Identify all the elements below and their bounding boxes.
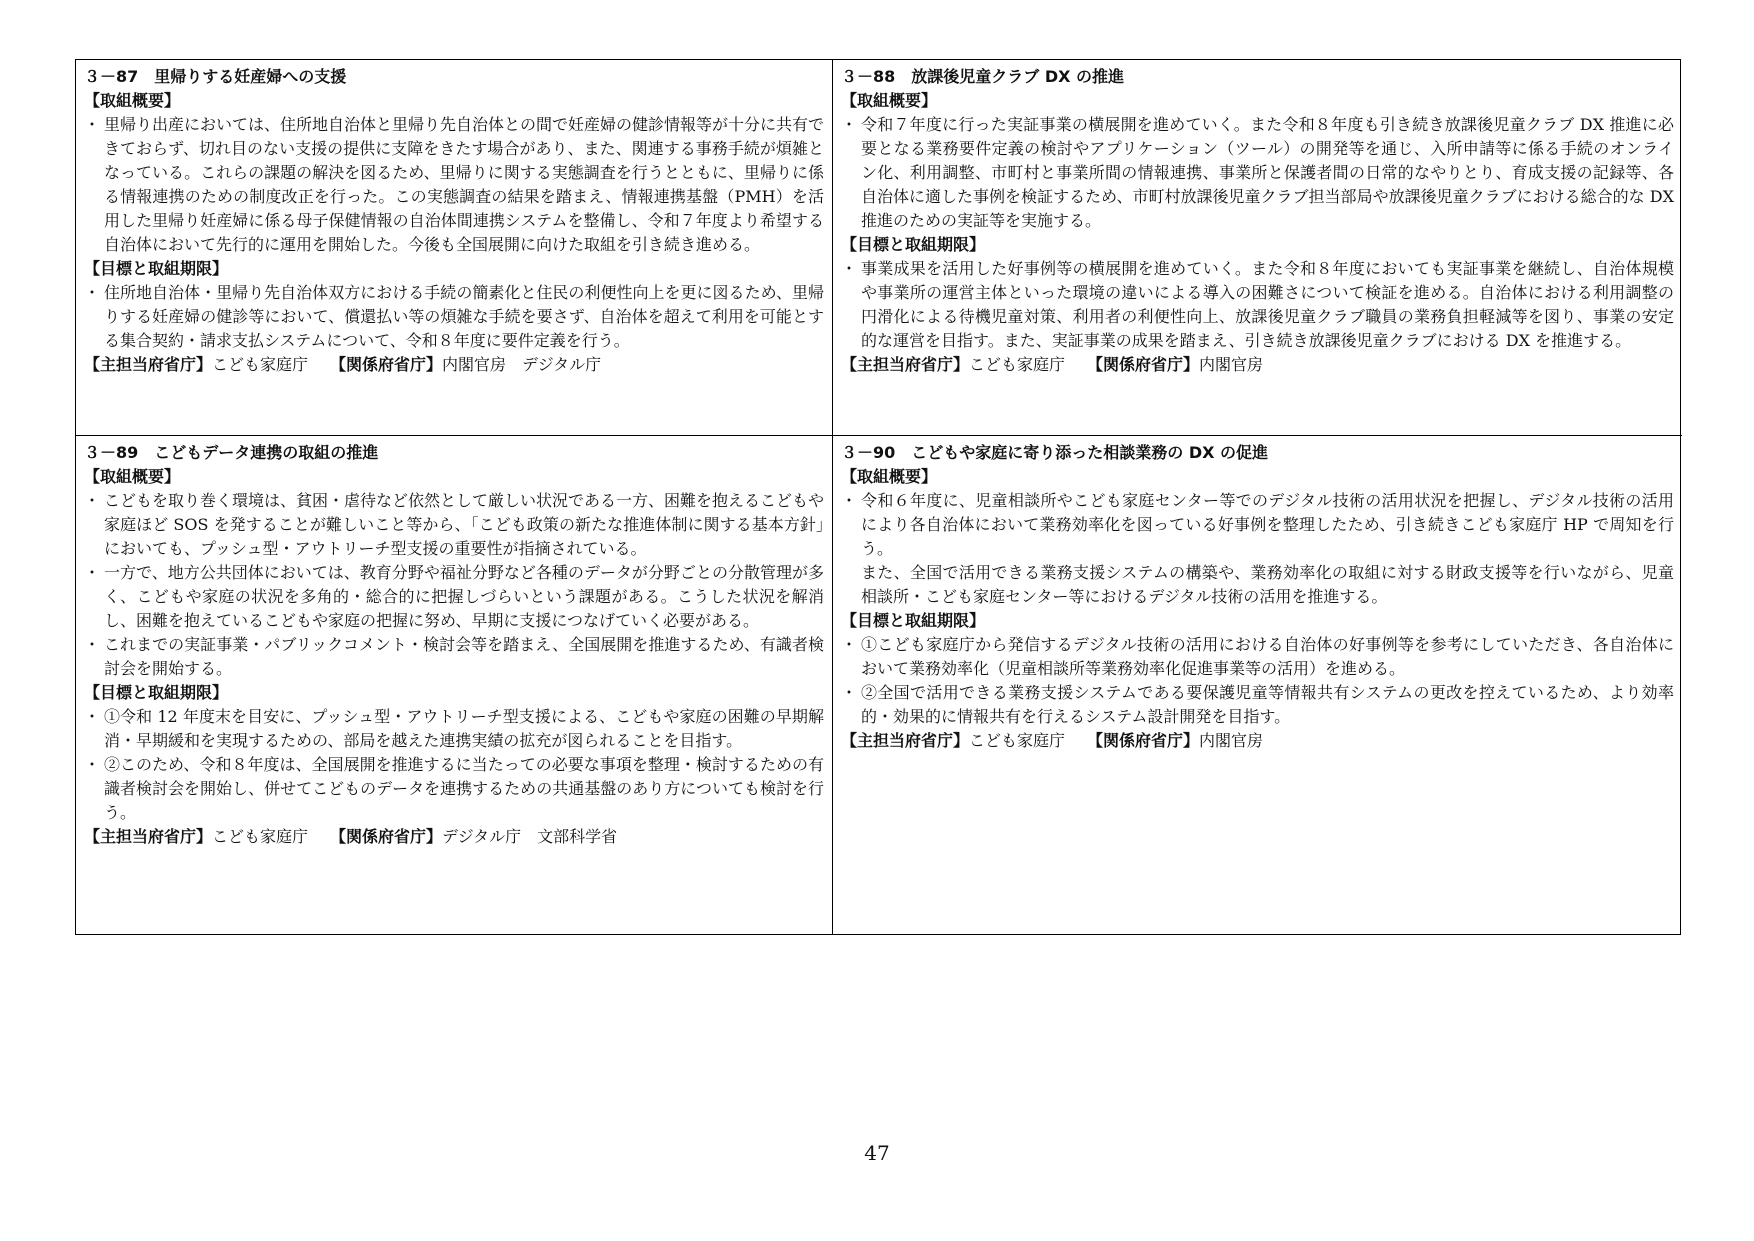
overview-heading: 【取組概要】 [841,467,938,486]
bullet-marker: ・ [841,259,858,278]
policy-table [75,59,1681,935]
ministry-line [84,353,824,377]
bullet-marker: ・ [841,115,858,134]
ministry-line [841,729,1674,753]
bullet-marker: ・ [841,683,858,702]
overview-heading: 【取組概要】 [841,91,938,110]
lead-ministry-label: 【主担当府省庁】 [841,355,970,374]
policy-item-3-89 [76,436,833,934]
related-ministries: 内閣官房 デジタル庁 [442,355,602,374]
lead-ministry: こども家庭庁 [969,731,1066,750]
bullet-marker: ・ [84,755,101,774]
lead-ministry-label: 【主担当府省庁】 [84,355,213,374]
related-ministries: 内閣官房 [1199,731,1264,750]
goals-bullet: ・ ②このため、令和８年度は、全国展開を推進するに当たっての必要な事項を整理・検討するための有識者検討会を開始し、併せてこどものデータを連携するための共通基盤のあり方についても検討を行う。 [84,755,824,822]
overview-bullet: ・ 一方で、地方公共団体においては、教育分野や福祉分野など各種のデータが分野ごとの分散管理が多く、こどもや家庭の状況を多角的・総合的に把握しづらいという課題がある。こうした状況を解消し、困難を抱えているこどもや家庭の把握に努め、早期に支援につなげていく必要がある。 [84,563,824,630]
bullet-marker: ・ [841,635,858,654]
lead-ministry-label: 【主担当府省庁】 [84,827,213,846]
goals-bullet: ・ 住所地自治体・里帰り先自治体双方における手続の簡素化と住民の利便性向上を更に図るため、里帰りする妊産婦の健診等において、償還払い等の煩雑な手続を要さず、自治体を超えて利用を可能とする集合契約・請求支払システムについて、令和８年度に要件定義を行う。 [84,283,824,350]
ministry-line [841,353,1674,377]
goals-bullet: ・ ①令和 12 年度末を目安に、プッシュ型・アウトリーチ型支援による、こどもや家庭の困難の早期解消・早期緩和を実現するための、部局を越えた連携実績の拡充が図られることを目指す。 [84,707,824,750]
item-title: ３－88 放課後児童クラブ DX の推進 [841,67,1125,86]
goals-heading: 【目標と取組期限】 [84,259,229,278]
related-ministry-label: 【関係府省庁】 [1087,355,1200,374]
item-title: ３－90 こどもや家庭に寄り添った相談業務の DX の促進 [841,443,1269,462]
lead-ministry-label: 【主担当府省庁】 [841,731,970,750]
policy-item-3-90 [833,436,1682,934]
related-ministries: デジタル庁 文部科学省 [442,827,618,846]
item-title: ３－89 こどもデータ連携の取組の推進 [84,443,379,462]
goals-bullet: ・ ②全国で活用できる業務支援システムである要保護児童等情報共有システムの更改を控えているため、より効率的・効果的に情報共有を行えるシステム設計開発を目指す。 [841,683,1674,726]
bullet-marker: ・ [84,283,101,302]
overview-bullet: ・ こどもを取り巻く環境は、貧困・虐待など依然として厳しい状況である一方、困難を抱えるこどもや家庭ほど SOS を発することが難しいこと等から、「こども政策の新たな推進体制に関する基本方針」においても、プッシュ型・アウトリーチ型支援の重要性が指摘されている。 [84,491,825,558]
bullet-marker: ・ [84,635,101,654]
goals-heading: 【目標と取組期限】 [84,683,229,702]
ministry-line [84,825,824,849]
bullet-marker: ・ [84,707,101,726]
goals-heading: 【目標と取組期限】 [841,235,986,254]
lead-ministry: こども家庭庁 [212,355,309,374]
overview-continuation: また、全国で活用できる業務支援システムの構築や、業務効率化の取組に対する財政支援等を行いながら、児童相談所・こども家庭センター等におけるデジタル技術の活用を推進する。 [861,563,1674,606]
lead-ministry: こども家庭庁 [969,355,1066,374]
related-ministries: 内閣官房 [1199,355,1264,374]
overview-heading: 【取組概要】 [84,91,181,110]
bullet-marker: ・ [84,491,101,510]
lead-ministry: こども家庭庁 [212,827,309,846]
goals-bullet: ・ 事業成果を活用した好事例等の横展開を進めていく。また令和８年度においても実証事業を継続し、自治体規模や事業所の運営主体といった環境の違いによる導入の困難さについて検証を進める。自治体における利用調整の円滑化による待機児童対策、利用者の利便性向上、放課後児童クラブ職員の業務負担軽減等を図り、事業の安定的な運営を目指す。また、実証事業の成果を踏まえ、引き続き放課後児童クラブにおける DX を推進する。 [841,259,1674,350]
goals-bullet: ・ ①こども家庭庁から発信するデジタル技術の活用における自治体の好事例等を参考にしていただき、各自治体において業務効率化（児童相談所等業務効率化促進事業等の活用）を進める。 [841,635,1674,678]
bullet-marker: ・ [84,115,101,134]
overview-bullet: ・ 令和６年度に、児童相談所やこども家庭センター等でのデジタル技術の活用状況を把握し、デジタル技術の活用により各自治体において業務効率化を図っている好事例を整理したため、引き続きこども家庭庁 HP で周知を行う。 [841,491,1674,558]
bullet-marker: ・ [841,491,858,510]
policy-item-3-87 [76,60,833,436]
related-ministry-label: 【関係府省庁】 [330,355,443,374]
overview-bullet: ・ 令和７年度に行った実証事業の横展開を進めていく。また令和８年度も引き続き放課後児童クラブ DX 推進に必要となる業務要件定義の検討やアプリケーション（ツール）の開発等を通じ、入所申請等に係る手続のオンライン化、利用調整、市町村と事業所間の情報連携、事業所と保護者間の日常的なやりとり、育成支援の記録等、各自治体に適した事例を検証するため、市町村放課後児童クラブ担当部局や放課後児童クラブにおける総合的な DX 推進のための実証等を実施する。 [841,115,1674,230]
overview-bullet: ・ これまでの実証事業・パブリックコメント・検討会等を踏まえ、全国展開を推進するため、有識者検討会を開始する。 [84,635,824,678]
related-ministry-label: 【関係府省庁】 [1087,731,1200,750]
overview-bullet: ・ 里帰り出産においては、住所地自治体と里帰り先自治体との間で妊産婦の健診情報等が十分に共有できておらず、切れ目のない支援の提供に支障をきたす場合があり、また、関連する事務手続が煩雑となっている。これらの課題の解決を図るため、里帰りに関する実態調査を行うとともに、里帰りに係る情報連携のための制度改正を行った。この実態調査の結果を踏まえ、情報連携基盤（PMH）を活用した里帰り妊産婦に係る母子保健情報の自治体間連携システムを整備し、令和７年度より希望する自治体において先行的に運用を開始した。今後も全国展開に向けた取組を引き続き進める。 [84,115,825,254]
goals-heading: 【目標と取組期限】 [841,611,986,630]
related-ministry-label: 【関係府省庁】 [330,827,443,846]
page-number: 47 [864,1141,890,1165]
overview-heading: 【取組概要】 [84,467,181,486]
item-title: ３－87 里帰りする妊産婦への支援 [84,67,347,86]
bullet-marker: ・ [84,563,101,582]
policy-item-3-88 [833,60,1682,436]
